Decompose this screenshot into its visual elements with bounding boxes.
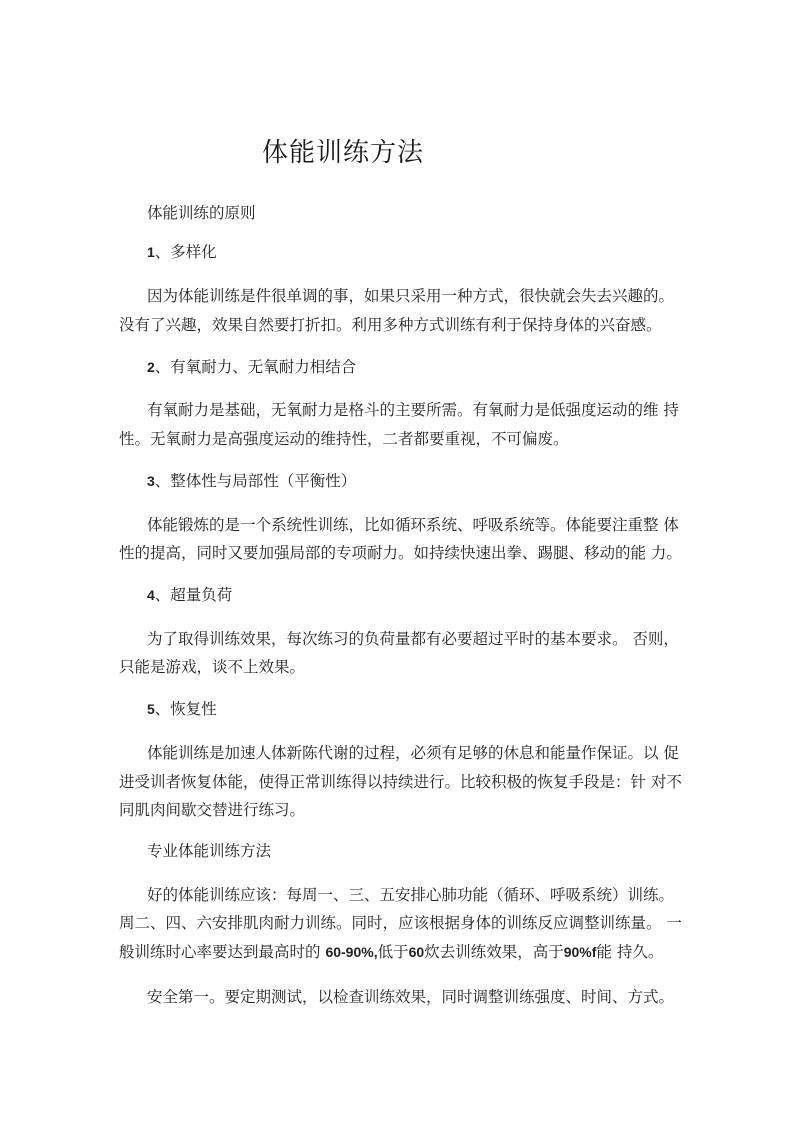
paragraph-line-heartrate: [119, 940, 663, 962]
paragraph-line: 周二、四、六安排肌肉耐力训练。同时，应该根据身体的训练反应调整训练量。 一: [119, 914, 682, 932]
item-number: 5: [147, 701, 155, 717]
item-number: 2: [147, 359, 155, 375]
item-1-heading: [147, 240, 217, 262]
item-number: 1: [147, 244, 155, 260]
paragraph-line: 好的体能训练应该：每周一、三、五安排心肺功能（循环、呼吸系统）训练。: [147, 886, 675, 904]
section-heading-principles: 体能训练的原则: [147, 204, 256, 222]
item-number: 3: [147, 473, 155, 489]
text-segment: 能 持久。: [596, 943, 664, 961]
item-title: 、多样化: [154, 243, 217, 261]
text-segment: 低于: [377, 943, 409, 961]
paragraph-line: 只能是游戏，谈不上效果。: [119, 658, 306, 676]
paragraph-line: 没有了兴趣，效果自然要打折扣。利用多种方式训练有利于保持身体的兴奋感。: [119, 316, 662, 334]
paragraph-line: 体能锻炼的是一个系统性训练，比如循环系统、呼吸系统等。体能要注重整 体: [147, 516, 679, 534]
item-3-heading: [147, 469, 356, 491]
text-segment: 炊去训练效果，高于: [424, 943, 564, 961]
section-heading-professional: 专业体能训练方法: [147, 842, 272, 860]
item-4-heading: [147, 583, 232, 605]
paragraph-line: 有氧耐力是基础，无氧耐力是格斗的主要所需。有氧耐力是低强度运动的维 持: [147, 401, 679, 419]
item-title: 、有氧耐力、无氧耐力相结合: [154, 358, 357, 376]
item-title: 、恢复性: [154, 700, 217, 718]
percent-high: 90%f: [563, 944, 597, 960]
paragraph-safety: 安全第一。要定期测试，以检查训练效果，同时调整训练强度、时间、方式。: [147, 988, 675, 1006]
document-title: 体能训练方法: [262, 138, 425, 168]
item-2-heading: [147, 355, 356, 377]
paragraph-line: 性的提高，同时又要加强局部的专项耐力。如持续快速出拳、踢腿、移动的能 力。: [119, 544, 682, 562]
paragraph-line: 进受训者恢复体能，使得正常训练得以持续进行。比较积极的恢复手段是：针 对不: [119, 773, 682, 791]
paragraph-line: 因为体能训练是件很单调的事，如果只采用一种方式，很快就会失去兴趣的。: [147, 287, 675, 305]
text-segment: 般训练时心率要达到最高时的: [119, 943, 326, 961]
paragraph-line: 为了取得训练效果，每次练习的负荷量都有必要超过平时的基本要求。 否则，: [147, 630, 679, 648]
item-number: 4: [147, 587, 155, 603]
paragraph-line: 性。无氧耐力是高强度运动的维持性，二者都要重视，不可偏废。: [119, 430, 569, 448]
item-5-heading: [147, 697, 217, 719]
item-title: 、整体性与局部性（平衡性）: [154, 472, 357, 490]
paragraph-line: 同肌肉间歇交替进行练习。: [119, 801, 306, 819]
percent-range: 60-90%,: [325, 944, 378, 960]
item-title: 、超量负荷: [154, 586, 233, 604]
percent-low: 60: [408, 944, 425, 960]
paragraph-line: 体能训练是加速人体新陈代谢的过程，必须有足够的休息和能量作保证。以 促: [147, 744, 679, 762]
